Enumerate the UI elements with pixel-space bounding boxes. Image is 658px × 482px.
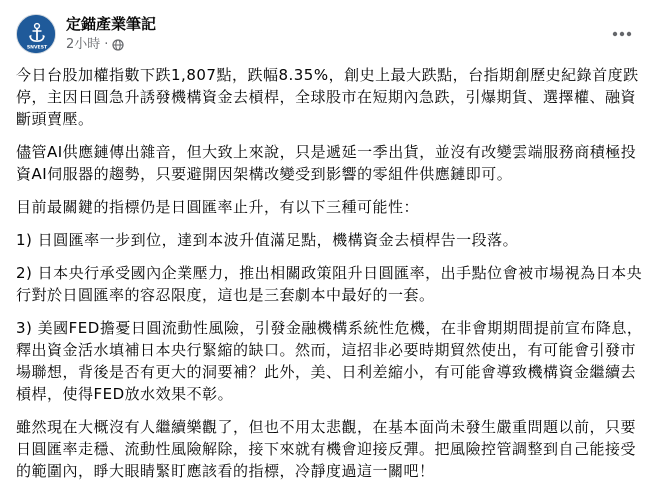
globe-icon[interactable] xyxy=(112,39,124,51)
more-options-button[interactable] xyxy=(606,18,638,50)
more-icon xyxy=(612,31,632,37)
page-name-link[interactable]: 定錨產業筆記 xyxy=(66,15,157,33)
post-meta xyxy=(66,15,156,53)
post-paragraph-4: 1) 日圓匯率一步到位，達到本波升值滿足點，機構資金去槓桿告一段落。 xyxy=(16,231,519,249)
post-paragraph-5: 2) 日本央行承受國內企業壓力，推出相關政策阻升日圓匯率，出手點位會被市場視為日本央行對於日圓匯率的容忍限度，這也是三套劇本中最好的一套。 xyxy=(16,264,643,304)
post-header xyxy=(16,12,646,56)
avatar[interactable] xyxy=(16,14,56,54)
post-timestamp[interactable]: 2小時 xyxy=(66,37,101,52)
separator-dot: · xyxy=(104,37,109,52)
post-paragraph-6: 3) 美國FED擔憂日圓流動性風險，引發金融機構系統性危機，在非會期期間提前宣布降息，釋出資金活水填補日本央行緊縮的缺口。然而，這招非必要時期貿然使出，有可能會引發市場聯想，背後是否有更大的洞要補？此外，美、日利差縮小，有可能會導致機構資金繼續去槓桿，使得FED放水效果不彰。 xyxy=(16,319,643,403)
post-subline xyxy=(66,36,156,53)
post-paragraph-7: 雖然現在大概沒有人繼續樂觀了，但也不用太悲觀，在基本面尚未發生嚴重問題以前，只要日圓匯率走穩、流動性風險解除，接下來就有機會迎接反彈。把風險控管調整到自己能接受的範圍內，睜大眼睛緊盯應該看的指標，冷靜度過這一關吧！ xyxy=(16,418,637,480)
post-paragraph-3: 目前最關鍵的指標仍是日圓匯率止升，有以下三種可能性： xyxy=(16,198,420,216)
post-body xyxy=(16,64,646,482)
avatar-text: SNVEST xyxy=(26,45,48,51)
post-paragraph-1: 今日台股加權指數下跌1,807點，跌幅8.35%，創史上最大跌點，台指期創歷史紀錄首度跌停，主因日圓急升誘發機構資金去槓桿，全球股市在短期內急跌，引爆期貨、選擇權、融資斷頭賣壓。 xyxy=(16,66,639,128)
anchor-logo-icon xyxy=(17,15,56,54)
post-paragraph-2: 儘管AI供應鏈傳出雜音，但大致上來說，只是遞延一季出貨，並沒有改變雲端服務商積極投資AI伺服器的趨勢，只要避開因架構改變受到影響的零組件供應鏈即可。 xyxy=(16,143,637,183)
